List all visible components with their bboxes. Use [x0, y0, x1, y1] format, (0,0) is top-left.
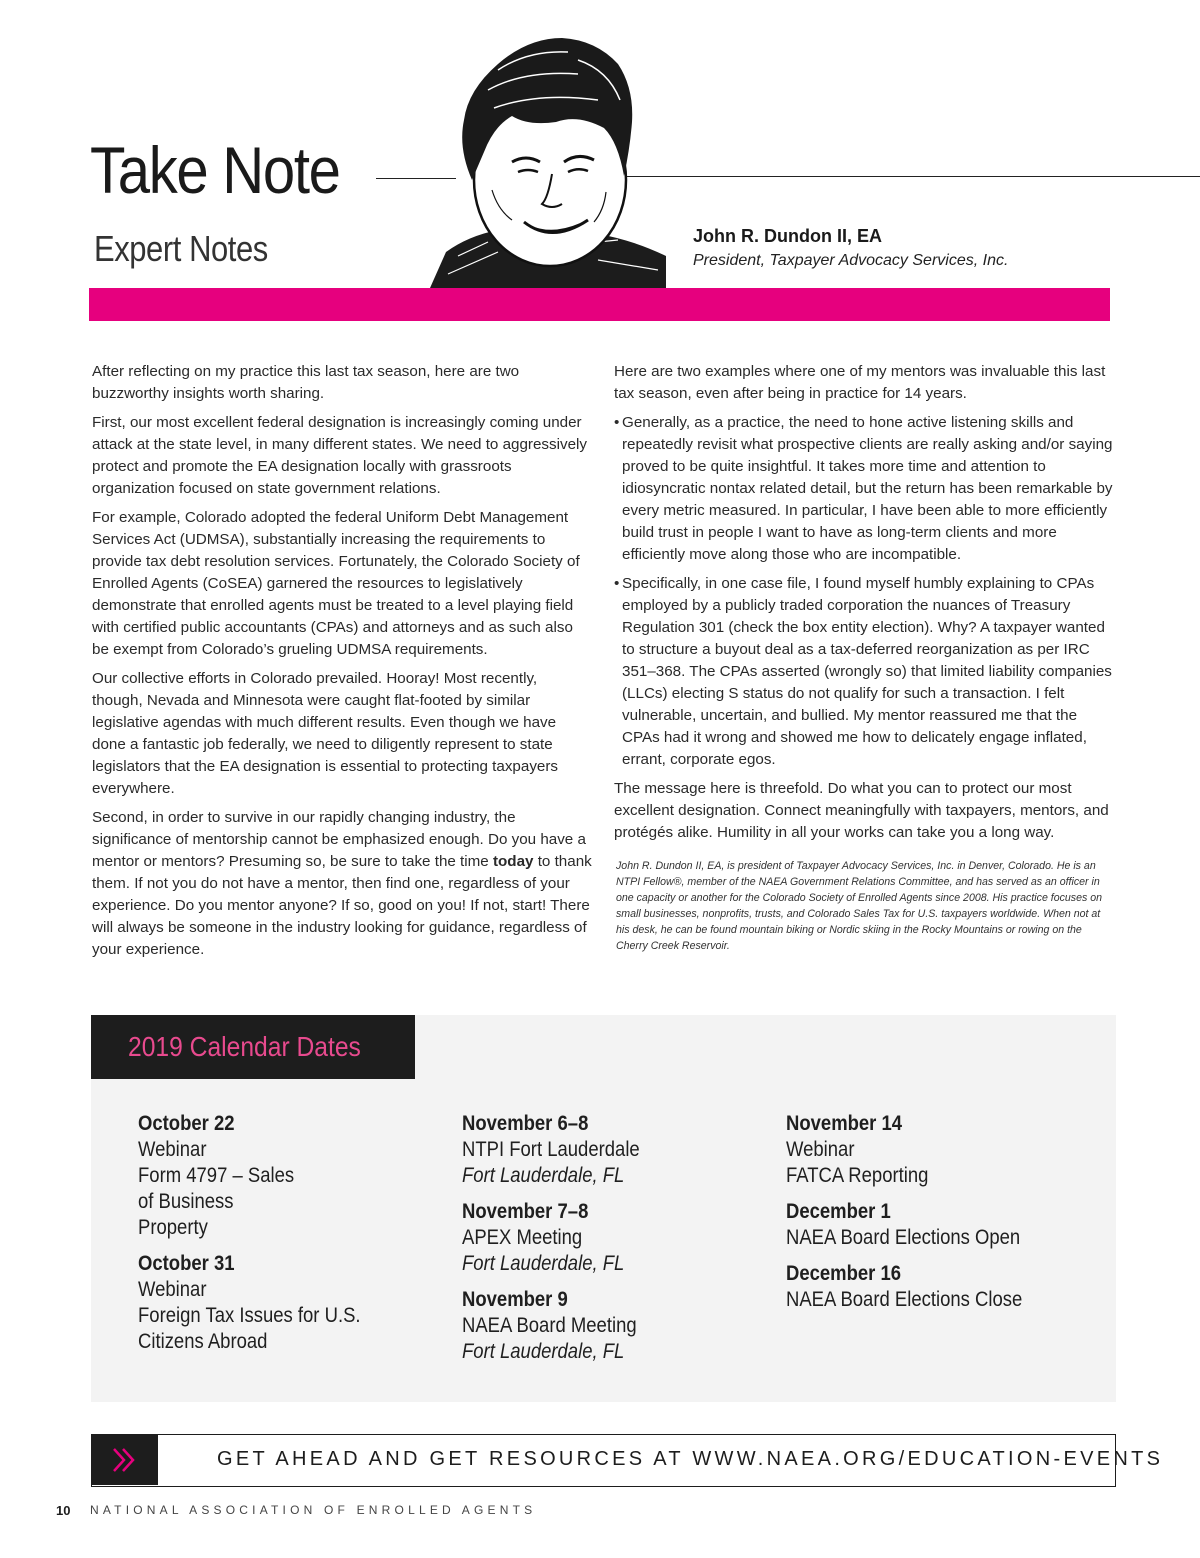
paragraph: After reflecting on my practice this last tax season, here are two buzzworthy insights worth sharing.	[92, 363, 520, 402]
paragraph	[92, 807, 592, 961]
calendar-heading-box	[91, 1015, 415, 1079]
calendar-entry	[462, 1287, 761, 1365]
calendar-heading: 2019 Calendar Dates	[128, 1031, 361, 1062]
page-subtitle: Expert Notes	[94, 228, 268, 269]
calendar-entry	[786, 1199, 1085, 1251]
calendar-entry	[786, 1111, 1085, 1189]
paragraph: First, our most excellent federal designation is increasingly coming under attack at the state level, in many different states. We need to aggressively protect and promote the EA designation locally with grassroots organization focused on state government relations.	[92, 414, 587, 497]
article-column-right	[614, 361, 1114, 954]
event-type: APEX Meeting	[462, 1226, 583, 1249]
event-detail: Form 4797 – Sales of Business Property	[138, 1164, 295, 1239]
paragraph: Here are two examples where one of my mentors was invaluable this last tax season, even after being in practice for 14 years.	[614, 363, 1106, 402]
event-type: NAEA Board Elections Close	[786, 1288, 1023, 1311]
event-type: NAEA Board Meeting	[462, 1314, 637, 1337]
event-detail: FATCA Reporting	[786, 1164, 929, 1187]
accent-bar	[89, 288, 1110, 321]
paragraph-text: Second, in order to survive in our rapidly changing industry, the significance of mentorship cannot be emphasized enough. Do you have a mentor or mentors? Presuming so, be sure to take the time	[92, 809, 586, 870]
event-date: December 16	[786, 1262, 902, 1285]
author-portrait	[428, 30, 668, 290]
author-bio: John R. Dundon II, EA, is president of Taxpayer Advocacy Services, Inc. in Denver, Colorado. He is an NTPI Fellow®, member of the NAEA Government Relations Committee, and has served as an officer in one capacity or another for the Colorado Society of Enrolled Agents since 2008. His practice focuses on small businesses, nonprofits, trusts, and Colorado Sales Tax for U.S. taxpayers worldwide. When not at his desk, he can be found mountain biking or Nordic skiing in the Rocky Mountains or rowing on the Cherry Creek Reservoir.	[616, 860, 1103, 952]
event-date: December 1	[786, 1200, 891, 1223]
resources-link[interactable]: GET AHEAD AND GET RESOURCES AT WWW.NAEA.ORG/EDUCATION-EVENTS	[217, 1448, 1164, 1470]
event-date: October 22	[138, 1112, 235, 1135]
paragraph: The message here is threefold. Do what you can to protect our most excellent designation. Connect meaningfully with taxpayers, mentors, and protégés alike. Humility in all your works can take you a long way.	[614, 780, 1109, 841]
paragraph: Our collective efforts in Colorado prevailed. Hooray! Most recently, though, Nevada and Minnesota were caught flat-footed by similar legislative agendas with much different results. Even though we have done a fantastic job federally, we need to diligently represent to state legislators that the EA designation is essential to protecting taxpayers everywhere.	[92, 670, 559, 797]
page-title: Take Note	[90, 133, 340, 207]
event-detail: Foreign Tax Issues for U.S. Citizens Abroad	[138, 1304, 361, 1353]
bullet-item	[614, 573, 1114, 771]
event-location: Fort Lauderdale, FL	[462, 1252, 625, 1275]
paragraph-text: to thank them. If not you do not have a mentor, then find one, regardless of your experience. Do you mentor anyone? If so, good on you! If not, start! There will always be someone in the industry looking for guidance, regardless of your experience.	[92, 853, 592, 958]
title-rule-right	[622, 176, 1200, 177]
event-date: October 31	[138, 1252, 235, 1275]
event-type: Webinar	[138, 1278, 207, 1301]
calendar-entry	[462, 1199, 761, 1277]
event-type: Webinar	[786, 1138, 855, 1161]
publication-name: NATIONAL ASSOCIATION OF ENROLLED AGENTS	[90, 1503, 537, 1517]
author-title: President, Taxpayer Advocacy Services, Inc.	[693, 252, 1009, 269]
bullet-text: Generally, as a practice, the need to hone active listening skills and repeatedly revisit what prospective clients are really asking and/or saying proved to be quite insightful. It takes more time and attention to idiosyncratic nontax related detail, but the return has been remarkable by every metric measured. In particular, I have been able to more efficiently build trust in people I want to have as long-term clients and more efficiently move along those who are incompatible.	[622, 414, 1113, 563]
event-date: November 7–8	[462, 1200, 589, 1223]
resources-banner[interactable]	[91, 1434, 1164, 1487]
event-date: November 6–8	[462, 1112, 589, 1135]
calendar-entry	[138, 1251, 437, 1355]
bullet-marker: •	[614, 414, 620, 431]
event-type: NAEA Board Elections Open	[786, 1226, 1021, 1249]
page-number: 10	[56, 1503, 71, 1518]
event-type: Webinar	[138, 1138, 207, 1161]
bullet-text: Specifically, in one case file, I found myself humbly explaining to CPAs employed by a publicly traded corporation the nuances of Treasury Regulation 301 (check the box entity election). Why? A taxpayer wanted to structure a buyout deal as a tax-deferred reorganization as per IRC 351–368. The CPAs asserted (wrongly so) that limited liability companies (LLCs) electing S status do not qualify for such a transaction. I felt vulnerable, uncertain, and bullied. My mentor reassured me that the CPAs had it wrong and showed me how to delicately engage inflated, errant, corporate egos.	[622, 575, 1112, 768]
calendar-entry	[138, 1111, 437, 1241]
double-chevron-right-icon	[92, 1435, 158, 1485]
event-date: November 14	[786, 1112, 903, 1135]
calendar-column	[462, 1111, 762, 1375]
calendar-column	[138, 1111, 438, 1365]
event-location: Fort Lauderdale, FL	[462, 1164, 625, 1187]
event-date: November 9	[462, 1288, 568, 1311]
bullet-item	[614, 412, 1114, 566]
paragraph: For example, Colorado adopted the federal Uniform Debt Management Services Act (UDMSA), substantially increasing the requirements to provide tax debt resolution services. Fortunately, the Colorado Society of Enrolled Agents (CoSEA) garnered the resources to legislatively demonstrate that enrolled agents must be treated to a level playing field with certified public accountants (CPAs) and attorneys and as such also be exempt from Colorado’s grueling UDMSA requirements.	[92, 509, 580, 658]
event-type: NTPI Fort Lauderdale	[462, 1138, 640, 1161]
bullet-marker: •	[614, 575, 620, 592]
author-name: John R. Dundon II, EA	[693, 226, 882, 246]
calendar-entry	[786, 1261, 1085, 1313]
calendar-column	[786, 1111, 1086, 1323]
calendar-entry	[462, 1111, 761, 1189]
emphasis-text: today	[492, 853, 534, 870]
article-column-left	[92, 361, 592, 968]
event-location: Fort Lauderdale, FL	[462, 1340, 625, 1363]
